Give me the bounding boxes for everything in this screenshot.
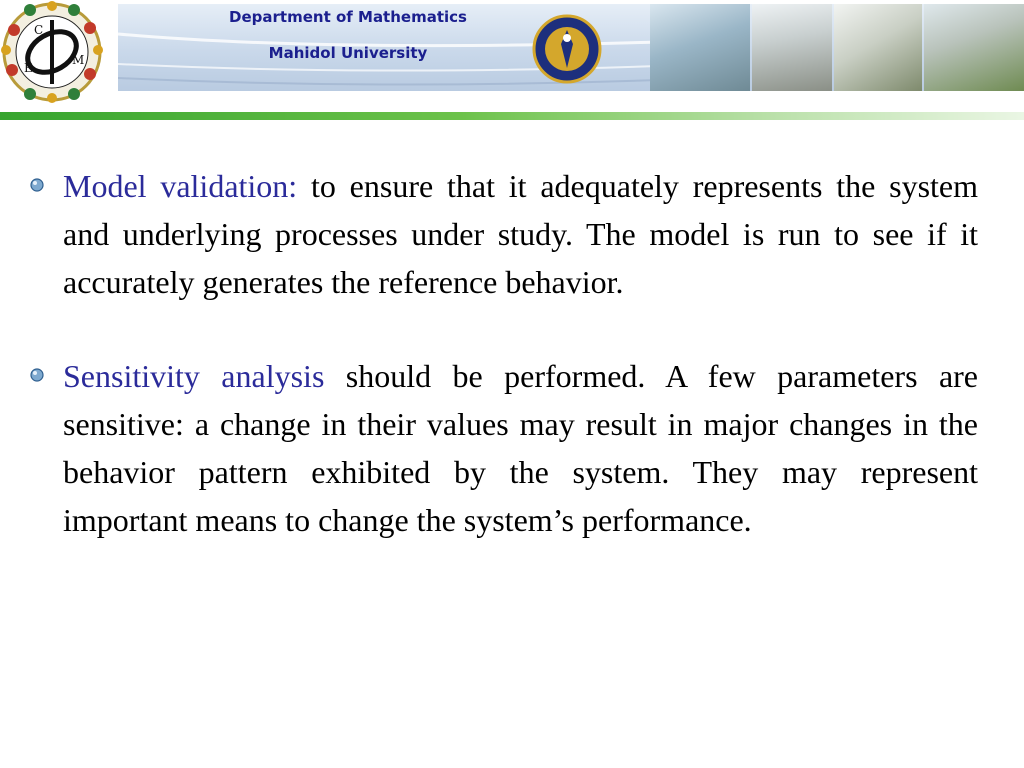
bullet-text: should be performed. A few parameters are sensitive: a change in their values may result in major changes in the behavior pattern exhibited by the system. They may represent important means to change the system’s performance. bbox=[63, 358, 979, 538]
bullet-item-model-validation bbox=[30, 162, 978, 306]
campus-photo-building bbox=[924, 4, 1024, 91]
bullet-text: to ensure that it adequately represents the system and underlying processes under study. The model is run to see if it accurately generates the reference behavior. bbox=[63, 168, 979, 300]
campus-photo-classroom bbox=[752, 4, 832, 91]
department-title: Department of Mathematics bbox=[229, 8, 467, 26]
bullet-icon bbox=[30, 368, 44, 382]
bullet-term: Sensitivity analysis bbox=[63, 358, 325, 394]
campus-photo-lecture bbox=[834, 4, 922, 91]
university-title: Mahidol University bbox=[268, 44, 428, 62]
header bbox=[0, 0, 1024, 110]
bullet-item-sensitivity-analysis bbox=[30, 352, 978, 544]
bullet-term: Model validation: bbox=[63, 168, 298, 204]
header-banner bbox=[118, 4, 1024, 91]
campus-photo-lab bbox=[650, 4, 750, 91]
bullet-icon bbox=[30, 178, 44, 192]
logo-letter-e: E bbox=[24, 61, 33, 75]
logo-letter-m: M bbox=[72, 53, 85, 67]
university-seal-icon bbox=[532, 14, 602, 84]
slide-content bbox=[30, 162, 978, 590]
header-divider bbox=[0, 112, 1024, 120]
logo-letter-c: C bbox=[34, 23, 44, 37]
cem-logo bbox=[0, 0, 104, 104]
